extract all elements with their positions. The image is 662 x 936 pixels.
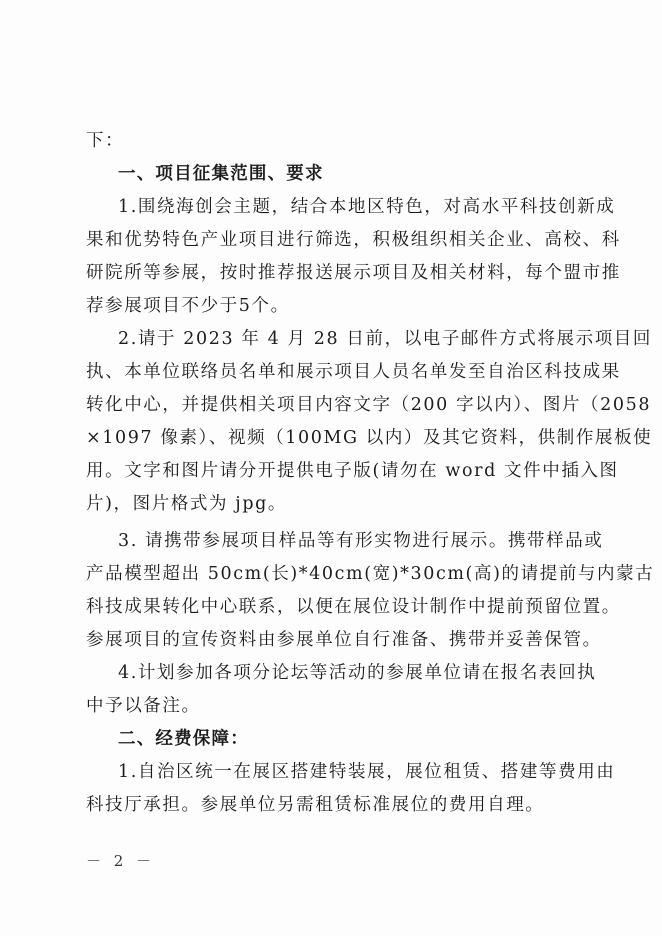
text-line: 中予以备注。 bbox=[86, 696, 201, 716]
page-number: － 2 － bbox=[86, 852, 156, 870]
text-line: 执、本单位联络员名单和展示项目人员名单发至自治区科技成果 bbox=[86, 362, 621, 382]
text-line: ×1097 像素）、视频（100MG 以内）及其它资料，供制作展板使 bbox=[86, 428, 653, 448]
section-heading-project-scope: 一、项目征集范围、要求 bbox=[118, 164, 324, 184]
text-line: 果和优势特色产业项目进行筛选，积极组织相关企业、高校、科 bbox=[86, 230, 621, 250]
text-line: 用。文字和图片请分开提供电子版(请勿在 word 文件中插入图 bbox=[86, 461, 619, 481]
text-line-funding-item1: 1.自治区统一在展区搭建特装展，展位租赁、搭建等费用由 bbox=[118, 762, 616, 782]
text-line: 参展项目的宣传资料由参展单位自行准备、携带并妥善保管。 bbox=[86, 630, 602, 650]
text-line: 荐参展项目不少于5个。 bbox=[86, 296, 290, 316]
text-line: 产品模型超出 50cm(长)*40cm(宽)*30cm(高)的请提前与内蒙古 bbox=[86, 564, 655, 584]
section-heading-funding: 二、经费保障： bbox=[118, 729, 249, 749]
text-line-continuation: 下： bbox=[86, 131, 125, 151]
text-line-item2: 2.请于 2023 年 4 月 28 日前，以电子邮件方式将展示项目回 bbox=[118, 329, 653, 349]
text-line: 转化中心，并提供相关项目内容文字（200 字以内）、图片（2058 bbox=[86, 395, 652, 415]
text-line-item1: 1.围绕海创会主题，结合本地区特色，对高水平科技创新成 bbox=[118, 197, 616, 217]
text-line: 科技成果转化中心联系，以便在展位设计制作中提前预留位置。 bbox=[86, 597, 621, 617]
text-line: 研院所等参展，按时推荐报送展示项目及相关材料，每个盟市推 bbox=[86, 263, 621, 283]
text-line-item3: 3. 请携带参展项目样品等有形实物进行展示。携带样品或 bbox=[118, 531, 604, 551]
text-line-item4: 4.计划参加各项分论坛等活动的参展单位请在报名表回执 bbox=[118, 663, 597, 683]
text-line: 科技厅承担。参展单位另需租赁标准展位的费用自理。 bbox=[86, 795, 545, 815]
text-line: 片)，图片格式为 jpg。 bbox=[86, 494, 288, 514]
